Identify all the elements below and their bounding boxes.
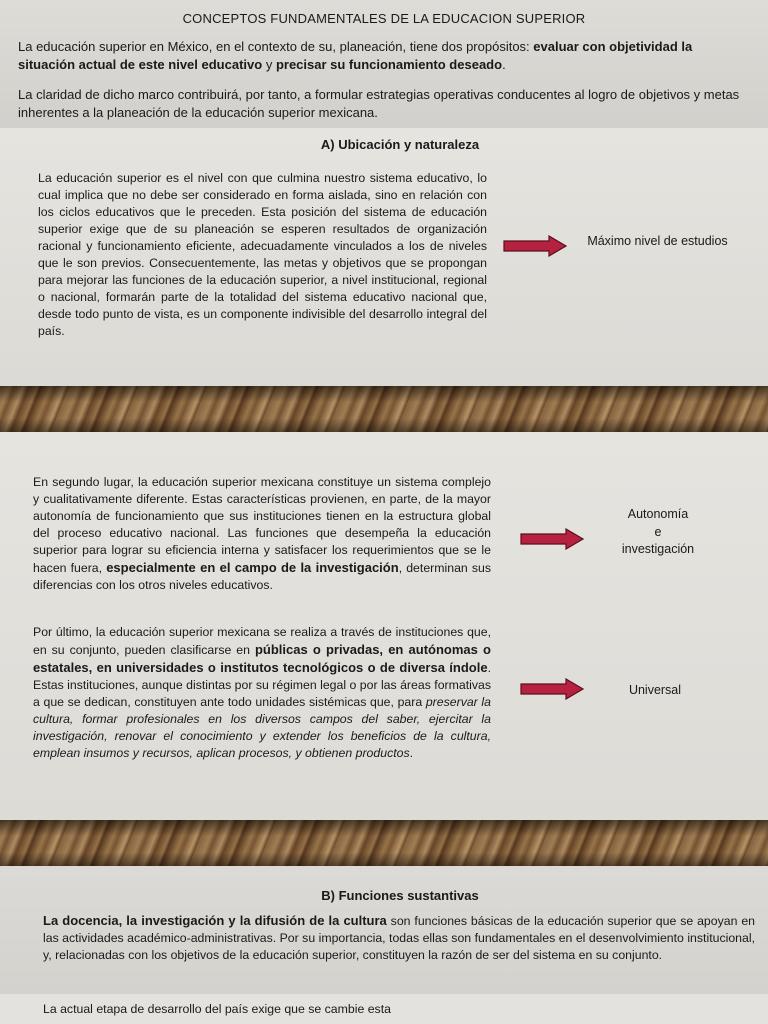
intro-emphasis: precisar su funcionamiento deseado [275, 57, 503, 72]
mid-emphasis: públicas o privadas, en autónomas o estatales, en universidades o institutos tecnológicos o de diversa índole [33, 642, 491, 675]
intro-paragraph-2: La claridad de dicho marco contribuirá, por tanto, a formular estrategias operativas conducentes al logro de objetivos y metas inherentes a la planeación de la educación superior mexicana. [18, 87, 740, 120]
wood-divider [0, 820, 768, 866]
section-b-emphasis: La docencia, la investigación y la difusión de la cultura [43, 913, 387, 928]
section-mid-paragraph-2 [33, 624, 491, 762]
section-b-body: son funciones básicas de la educación superior que se apoyan en las actividades académico-administrativas. Por su importancia, todas ellas son fundamentales en el desenvolvimiento institucional, y, relacionadas con los objetivos de la educación superior, constituyen la razón de ser del sistema en su conjunto. [43, 914, 755, 962]
mid-text: En segundo lugar, la educación superior mexicana constituye un sistema complejo y cualitativamente diferente. Estas características provienen, en parte, de la mayor autonomía de funcionamiento que sus instituciones tienen en la estructura global del proceso educativo nacional. Las funciones que desempeña la educación superior para lograr su eficiencia interna y satisfacer los requerimientos que se le hacen fuera, [33, 475, 491, 575]
label-line: Autonomía [627, 507, 689, 521]
label-universal: Universal [628, 683, 682, 697]
mid-text: . Estas instituciones, aunque distintas por su régimen legal o por las áreas formativas a que se dedican, constituyen ante todo unidades sistémicas que, para [33, 661, 491, 709]
mid-emphasis: especialmente en el campo de la investigación [106, 560, 399, 575]
intro-emphasis: evaluar con objetividad la situación actual de este nivel educativo [18, 39, 693, 72]
section-b-text [43, 912, 755, 964]
section-a-text: La educación superior es el nivel con que culmina nuestro sistema educativo, lo cual implica que no debe ser considerado en forma aislada, sino en relación con los ciclos educativos que le preceden. Esta posición del sistema de educación superior exige que de su planeación se esperen resultados de organización racional y funcionamiento eficiente, adecuadamente vinculados a los de niveles que le son previos. Consecuentemente, las metas y objetivos que se propongan para mejorar las funciones de la educación superior, a nivel institucional, regional o nacional, formarán parte de la totalidad del sistema educativo nacional que, desde todo punto de vista, es un componente indivisible del desarrollo integral del país. [38, 171, 487, 338]
label-line: e [654, 524, 662, 539]
right-arrow-icon [520, 528, 584, 550]
wood-divider [0, 386, 768, 432]
right-arrow-icon [520, 678, 584, 700]
section-b-heading: B) Funciones sustantivas [321, 888, 479, 903]
section-a-heading: A) Ubicación y naturaleza [320, 137, 480, 152]
mid-text: . [409, 746, 414, 760]
label-maximo-nivel: Máximo nivel de estudios [587, 234, 728, 248]
section-b-tail: La actual etapa de desarrollo del país exige que se cambie esta [43, 1002, 391, 1016]
intro-text: y [262, 57, 276, 72]
mid-italic: preservar la cultura, formar profesionales en los diversos campos del saber, ejercitar la investigación, renovar el conocimiento y extender los beneficios de la cultura, emplean insumos y recursos, aplican procesos, y obtienen productos [33, 695, 491, 760]
mid-text: , determinan sus diferencias con los otros niveles educativos. [33, 561, 491, 592]
intro-text: La educación superior en México, en el contexto de su, planeación, tiene dos propósitos: [18, 39, 534, 54]
intro-text: . [502, 57, 506, 72]
label-line: investigación [621, 542, 695, 556]
label-autonomia [588, 506, 728, 559]
page-title: CONCEPTOS FUNDAMENTALES DE LA EDUCACION SUPERIOR [182, 11, 586, 26]
right-arrow-icon [503, 235, 567, 257]
intro-paragraph [18, 38, 738, 74]
section-mid-paragraph-1 [33, 474, 491, 594]
mid-text: Por último, la educación superior mexicana se realiza a través de instituciones que, en su conjunto, pueden clasificarse en [33, 625, 491, 657]
